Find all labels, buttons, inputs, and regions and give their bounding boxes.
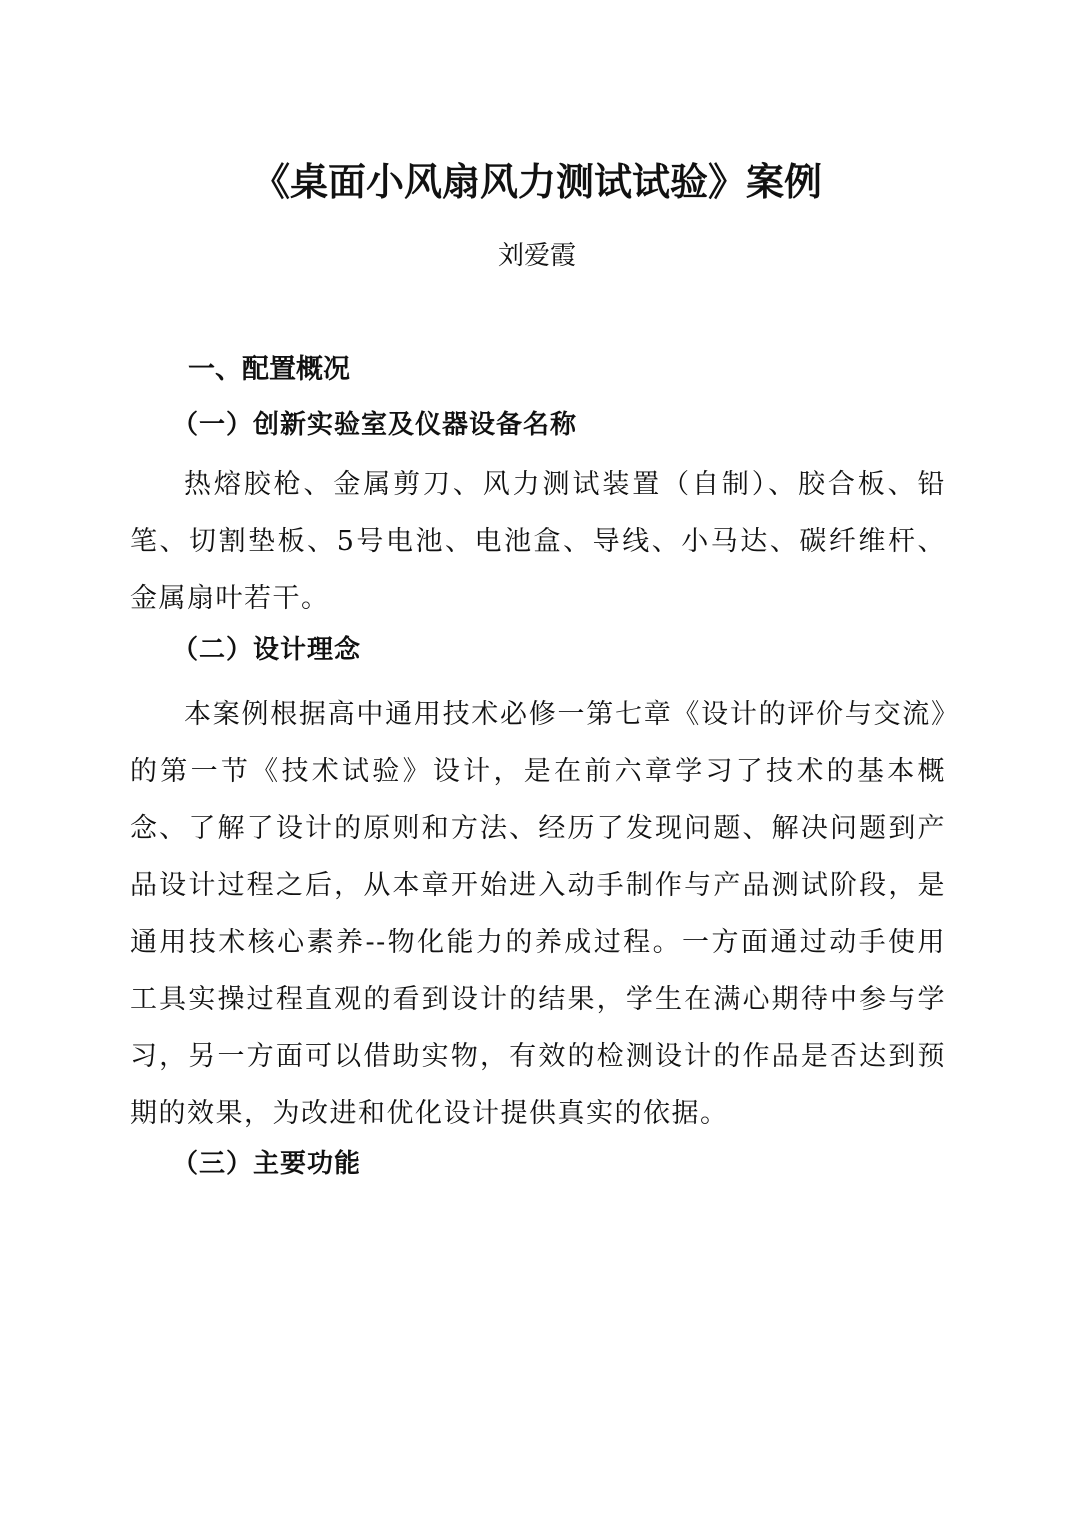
paragraph-design-concept: 本案例根据高中通用技术必修一第七章《设计的评价与交流》的第一节《技术试验》设计，是在前六章学习了技术的基本概念、了解了设计的原则和方法、经历了发现问题、解决问题到产品设计过程之后，从本章开始进入动手制作与产品测试阶段，是通用技术核心素养--物化能力的养成过程。一方面通过动手使用工具实操过程直观的看到设计的结果，学生在满心期待中参与学习，另一方面可以借助实物，有效的检测设计的作品是否达到预期的效果，为改进和优化设计提供真实的依据。 — [130, 699, 946, 1129]
subsection-heading-equipment: （一）创新实验室及仪器设备名称 — [172, 410, 578, 440]
author-name: 刘爱霞 — [497, 241, 576, 271]
subsection-heading-main-functions: （三）主要功能 — [172, 1149, 362, 1179]
subsection-heading-design-concept: （二）设计理念 — [172, 635, 362, 665]
paragraph-equipment: 热熔胶枪、金属剪刀、风力测试装置（自制）、胶合板、铅笔、切割垫板、5号电池、电池盒、导线、小马达、碳纤维杆、金属扇叶若干。 — [130, 469, 946, 614]
section-heading-1: 一、配置概况 — [188, 354, 350, 385]
document-title: 《桌面小风扇风力测试试验》案例 — [251, 160, 822, 204]
